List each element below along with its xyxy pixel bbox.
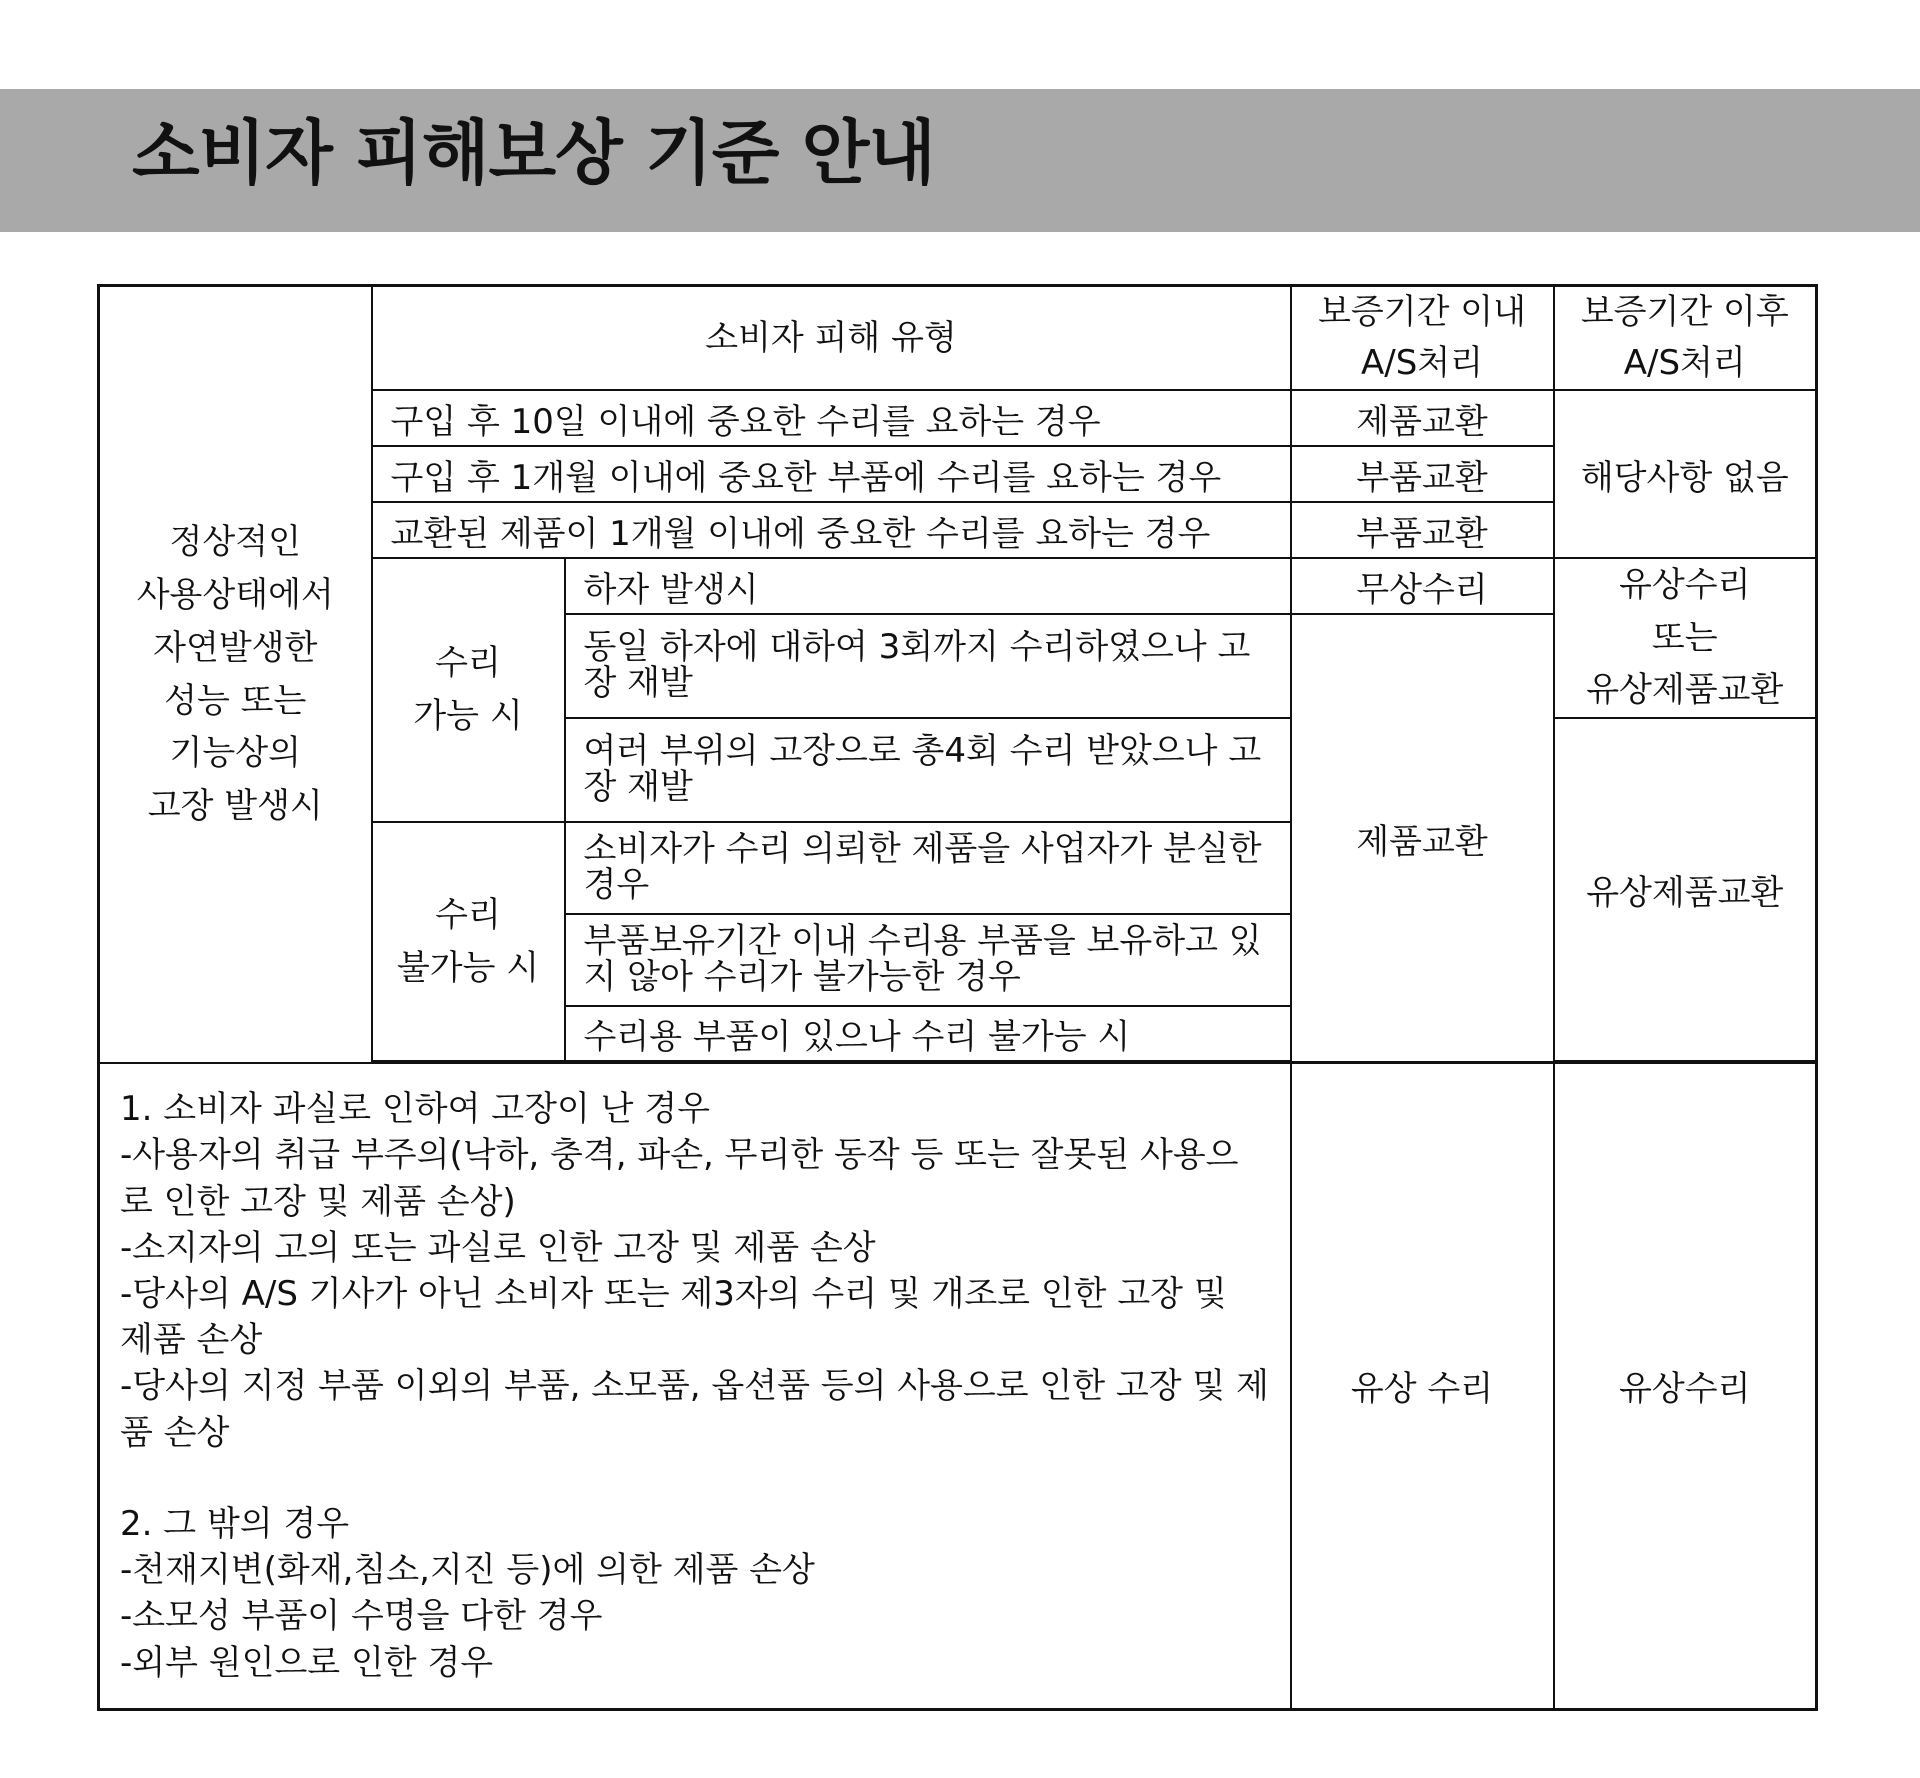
after-action-line: 유상제품교환 [1586,670,1784,711]
after-action-paid-exchange: 유상제품교환 [1554,718,1817,1061]
repair-impossible-line: 수리 [435,894,501,935]
after-action-paid [1554,558,1817,718]
main-category-line: 고장 발생시 [147,785,323,826]
repair-possible-line: 가능 시 [413,696,523,737]
notes-after-action: 유상수리 [1554,1063,1817,1709]
repair-possible-label [372,558,565,822]
within-action: 무상수리 [1291,558,1554,614]
repair-possible-line: 수리 [435,643,501,684]
damage-desc: 하자 발생시 [565,558,1291,614]
damage-desc: 교환된 제품이 1개월 이내에 중요한 수리를 요하는 경우 [372,502,1291,558]
after-action-none: 해당사항 없음 [1554,390,1817,558]
note-line: 2. 그 밖의 경우 [120,1503,350,1544]
after-action-line: 유상수리 [1619,565,1751,605]
note-line: -천재지변(화재,침소,지진 등)에 의한 제품 손상 [120,1550,815,1591]
damage-desc: 수리용 부품이 있으나 수리 불가능 시 [565,1006,1291,1061]
within-action-exchange: 제품교환 [1291,614,1554,1062]
damage-desc: 여러 부위의 고장으로 총4회 수리 받았으나 고장 재발 [565,718,1291,822]
header-damage-type: 소비자 피해 유형 [372,286,1291,391]
damage-desc: 구입 후 10일 이내에 중요한 수리를 요하는 경우 [372,390,1291,446]
header-within-line: A/S처리 [1361,343,1483,383]
main-category-line: 사용상태에서 [136,575,334,616]
repair-impossible-line: 불가능 시 [396,947,540,988]
compensation-table [97,284,1818,1711]
after-action-line: 또는 [1651,617,1718,658]
repair-impossible-label [372,822,565,1061]
main-category-line: 자연발생한 [153,627,318,668]
damage-desc: 소비자가 수리 의뢰한 제품을 사업자가 분실한 경우 [565,822,1291,914]
damage-desc: 부품보유기간 이내 수리용 부품을 보유하고 있지 않아 수리가 불가능한 경우 [565,914,1291,1006]
main-category-cell [99,286,372,1064]
within-action: 제품교환 [1291,390,1554,446]
main-category-line: 정상적인 [169,522,301,563]
page-title: 소비자 피해보상 기준 안내 [132,112,935,194]
note-line: -당사의 지정 부품 이외의 부품, 소모품, 옵션품 등의 사용으로 인한 고장 및 제품 손상 [120,1366,1269,1453]
header-after-line: 보증기간 이후 [1580,292,1789,332]
notes-row [99,1063,1817,1709]
note-line: -외부 원인으로 인한 경우 [120,1642,494,1683]
header-within-warranty [1291,286,1554,391]
main-category-line: 성능 또는 [164,680,307,721]
header-within-line: 보증기간 이내 [1318,292,1526,332]
damage-desc: 동일 하자에 대하여 3회까지 수리하였으나 고장 재발 [565,614,1291,718]
main-category-line: 기능상의 [169,733,301,774]
note-line: -소모성 부품이 수명을 다한 경우 [120,1596,603,1637]
notes-cell [99,1063,1291,1709]
notes-within-action: 유상 수리 [1291,1063,1554,1709]
note-line: -소지자의 고의 또는 과실로 인한 고장 및 제품 손상 [120,1227,876,1268]
header-after-line: A/S처리 [1623,343,1746,383]
note-spacer [120,1456,1270,1501]
note-line: 1. 소비자 과실로 인하여 고장이 난 경우 [120,1089,710,1130]
table-header-row [99,286,1817,391]
note-line: -당사의 A/S 기사가 아닌 소비자 또는 제3자의 수리 및 개조로 인한 고장 및 제품 손상 [120,1274,1238,1361]
within-action: 부품교환 [1291,502,1554,558]
damage-desc: 구입 후 1개월 이내에 중요한 부품에 수리를 요하는 경우 [372,446,1291,502]
note-line: -사용자의 취급 부주의(낙하, 충격, 파손, 무리한 동작 등 또는 잘못된 사용으로 인한 고장 및 제품 손상) [120,1135,1239,1222]
within-action: 부품교환 [1291,446,1554,502]
header-after-warranty [1554,286,1817,391]
